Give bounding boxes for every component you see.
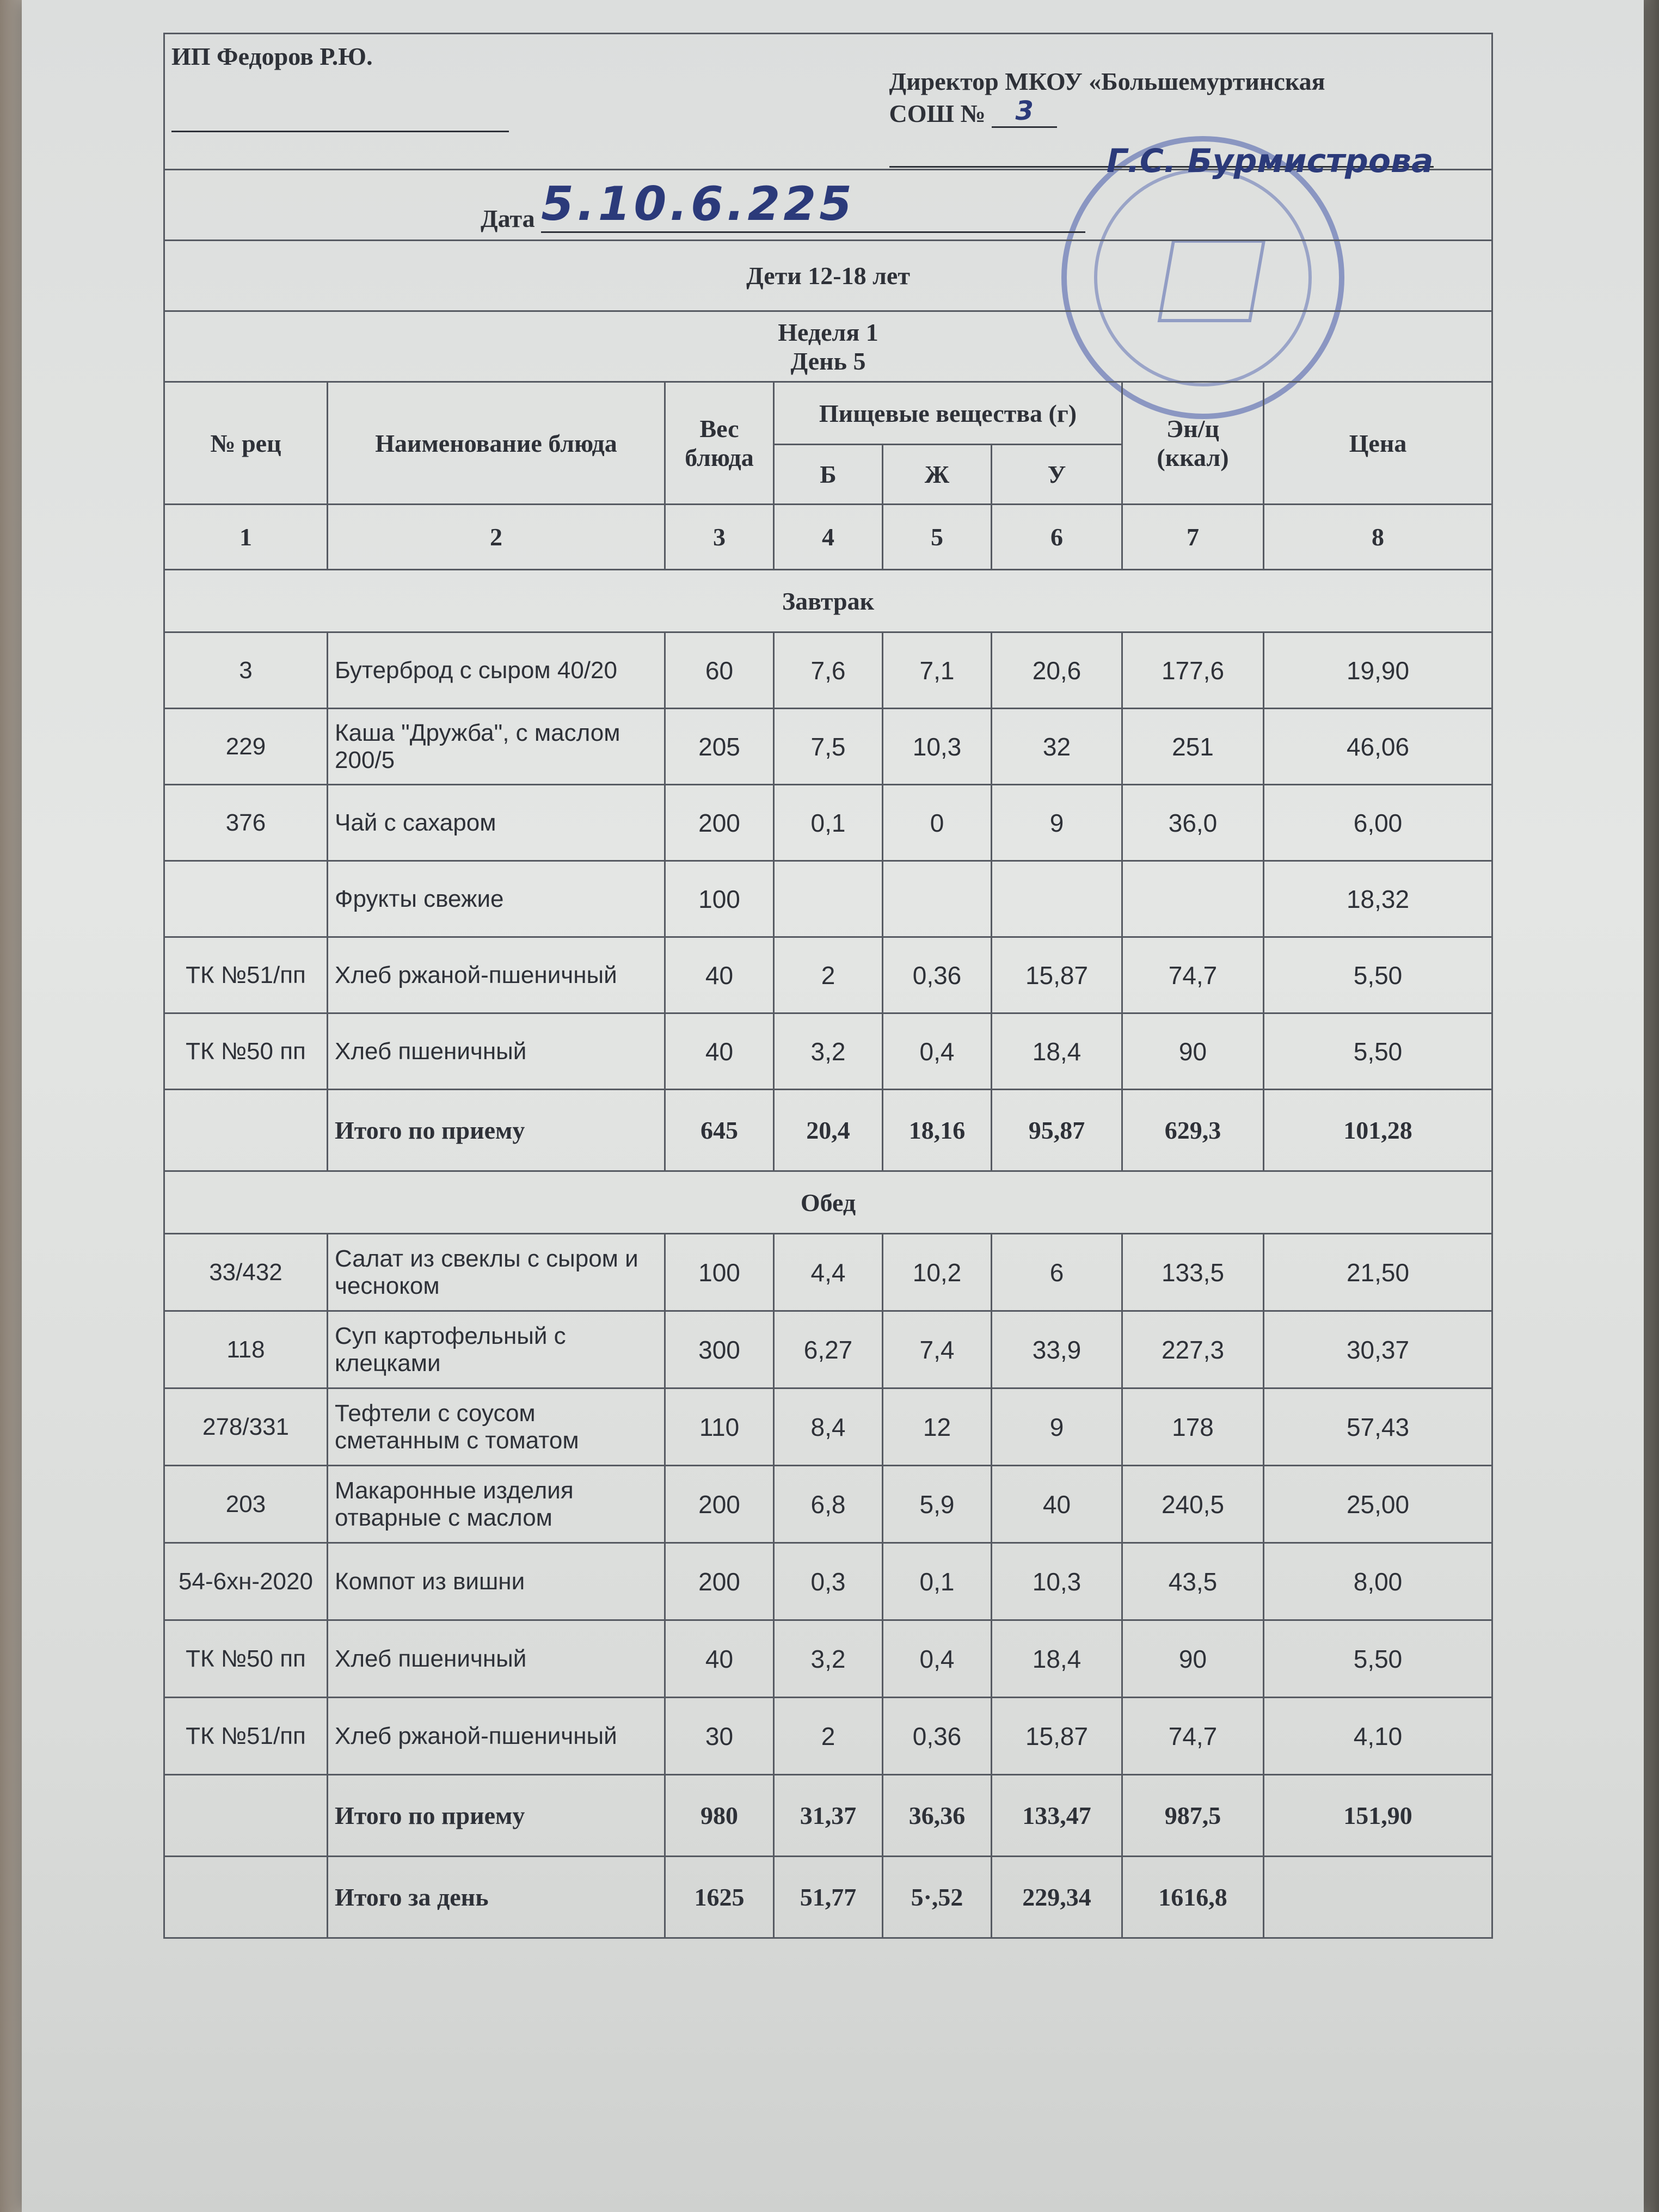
carbs-cell: 20,6 — [992, 632, 1122, 709]
recipe-number-cell — [164, 861, 328, 937]
day-total-price-cell — [1264, 1857, 1492, 1938]
carbs-cell: 32 — [992, 709, 1122, 785]
fat-cell: 0,36 — [883, 1698, 992, 1775]
total-price-cell: 151,90 — [1264, 1775, 1492, 1857]
director-title: Директор МКОУ «Большемуртинская — [889, 67, 1325, 95]
day-total-label: Итого за день — [328, 1857, 665, 1938]
price-cell: 18,32 — [1264, 861, 1492, 937]
weight-cell: 200 — [665, 1466, 774, 1543]
recipe-number-cell: ТК №50 пп — [164, 1620, 328, 1698]
week-day-row — [164, 311, 1492, 382]
table-row — [164, 1311, 1492, 1388]
total-fat-cell: 18,16 — [883, 1090, 992, 1171]
breakfast-title: Завтрак — [164, 570, 1492, 632]
col-number: 6 — [992, 505, 1122, 570]
date-label: Дата — [481, 205, 535, 232]
fat-cell: 7,1 — [883, 632, 992, 709]
total-label: Итого по приему — [328, 1090, 665, 1171]
right-signature-name: Г.С. Бурмистрова — [1106, 142, 1434, 180]
fat-cell: 0,4 — [883, 1013, 992, 1090]
weight-cell: 60 — [665, 632, 774, 709]
weight-cell: 200 — [665, 785, 774, 861]
col-fat: Ж — [883, 445, 992, 505]
table-row — [164, 1234, 1492, 1311]
col-dish: Наименование блюда — [328, 382, 665, 505]
price-cell: 25,00 — [1264, 1466, 1492, 1543]
dish-name-cell: Чай с сахаром — [328, 785, 665, 861]
price-cell: 6,00 — [1264, 785, 1492, 861]
table-row — [164, 709, 1492, 785]
dish-name-cell: Хлеб ржаной-пшеничный — [328, 937, 665, 1013]
col-energy: Эн/ц (ккал) — [1122, 382, 1264, 505]
total-weight-cell: 645 — [665, 1090, 774, 1171]
col-nutrients: Пищевые вещества (г) — [774, 382, 1122, 445]
carbs-cell: 40 — [992, 1466, 1122, 1543]
age-group: Дети 12-18 лет — [164, 241, 1492, 311]
price-cell: 5,50 — [1264, 1620, 1492, 1698]
total-kcal-cell: 987,5 — [1122, 1775, 1264, 1857]
col-number: 2 — [328, 505, 665, 570]
total-weight-cell: 980 — [665, 1775, 774, 1857]
total-kcal-cell: 629,3 — [1122, 1090, 1264, 1171]
dish-name-cell: Хлеб пшеничный — [328, 1620, 665, 1698]
table-row — [164, 785, 1492, 861]
kcal-cell: 90 — [1122, 1620, 1264, 1698]
protein-cell: 0,3 — [774, 1543, 883, 1620]
total-empty-cell — [164, 1857, 328, 1938]
dish-name-cell: Салат из свеклы с сыром и чесноком — [328, 1234, 665, 1311]
total-protein-cell: 20,4 — [774, 1090, 883, 1171]
kcal-cell: 74,7 — [1122, 937, 1264, 1013]
date-handwritten: 5.10.6.225 — [541, 177, 856, 231]
weight-cell: 110 — [665, 1388, 774, 1466]
weight-cell: 300 — [665, 1311, 774, 1388]
protein-cell: 7,6 — [774, 632, 883, 709]
table-row — [164, 1620, 1492, 1698]
table-row — [164, 937, 1492, 1013]
dish-name-cell: Бутерброд с сыром 40/20 — [328, 632, 665, 709]
weight-cell: 40 — [665, 1013, 774, 1090]
protein-cell: 3,2 — [774, 1013, 883, 1090]
lunch-title: Обед — [164, 1171, 1492, 1234]
weight-cell: 100 — [665, 1234, 774, 1311]
school-number-label: СОШ № — [889, 100, 986, 127]
fat-cell: 0,36 — [883, 937, 992, 1013]
col-price: Цена — [1264, 382, 1492, 505]
total-label: Итого по приему — [328, 1775, 665, 1857]
protein-cell: 6,27 — [774, 1311, 883, 1388]
price-cell: 19,90 — [1264, 632, 1492, 709]
age-group-row — [164, 241, 1492, 311]
table-row — [164, 861, 1492, 937]
total-empty-cell — [164, 1775, 328, 1857]
lunch-title-row — [164, 1171, 1492, 1234]
fat-cell: 0 — [883, 785, 992, 861]
carbs-cell: 9 — [992, 1388, 1122, 1466]
kcal-cell: 36,0 — [1122, 785, 1264, 861]
price-cell: 5,50 — [1264, 937, 1492, 1013]
table-row — [164, 1543, 1492, 1620]
col-number: 3 — [665, 505, 774, 570]
price-cell: 5,50 — [1264, 1013, 1492, 1090]
fat-cell: 12 — [883, 1388, 992, 1466]
kcal-cell: 240,5 — [1122, 1466, 1264, 1543]
day-total-carbs-cell: 229,34 — [992, 1857, 1122, 1938]
recipe-number-cell: ТК №51/пп — [164, 937, 328, 1013]
total-empty-cell — [164, 1090, 328, 1171]
weight-cell: 40 — [665, 1620, 774, 1698]
day-total-fat-cell: 5·,52 — [883, 1857, 992, 1938]
kcal-cell: 74,7 — [1122, 1698, 1264, 1775]
date-field — [541, 177, 1085, 233]
dish-name-cell: Макаронные изделия отварные с маслом — [328, 1466, 665, 1543]
recipe-number-cell: 376 — [164, 785, 328, 861]
col-weight: Вес блюда — [665, 382, 774, 505]
dish-name-cell: Хлеб пшеничный — [328, 1013, 665, 1090]
fat-cell: 0,1 — [883, 1543, 992, 1620]
menu-table-wrapper — [163, 33, 1491, 1939]
protein-cell: 8,4 — [774, 1388, 883, 1466]
price-cell: 46,06 — [1264, 709, 1492, 785]
table-row — [164, 1466, 1492, 1543]
fat-cell: 7,4 — [883, 1311, 992, 1388]
weight-cell: 205 — [665, 709, 774, 785]
recipe-number-cell: 54-6хн-2020 — [164, 1543, 328, 1620]
lunch-total-row — [164, 1775, 1492, 1857]
price-cell: 21,50 — [1264, 1234, 1492, 1311]
price-cell: 4,10 — [1264, 1698, 1492, 1775]
price-cell: 8,00 — [1264, 1543, 1492, 1620]
kcal-cell: 177,6 — [1122, 632, 1264, 709]
table-row — [164, 1698, 1492, 1775]
recipe-number-cell: 118 — [164, 1311, 328, 1388]
day-total-protein-cell: 51,77 — [774, 1857, 883, 1938]
protein-cell: 4,4 — [774, 1234, 883, 1311]
column-header-row-1 — [164, 382, 1492, 445]
right-signature-line — [889, 142, 1434, 180]
col-rec-no: № рец — [164, 382, 328, 505]
day-total-row — [164, 1857, 1492, 1938]
kcal-cell: 133,5 — [1122, 1234, 1264, 1311]
dish-name-cell: Компот из вишни — [328, 1543, 665, 1620]
total-carbs-cell: 95,87 — [992, 1090, 1122, 1171]
price-cell: 30,37 — [1264, 1311, 1492, 1388]
left-signature-line — [171, 125, 509, 132]
carbs-cell: 15,87 — [992, 1698, 1122, 1775]
kcal-cell: 43,5 — [1122, 1543, 1264, 1620]
table-row — [164, 1013, 1492, 1090]
col-carbs: У — [992, 445, 1122, 505]
fat-cell: 10,2 — [883, 1234, 992, 1311]
dish-name-cell: Тефтели с соусом сметанным с томатом — [328, 1388, 665, 1466]
protein-cell: 2 — [774, 1698, 883, 1775]
carbs-cell: 15,87 — [992, 937, 1122, 1013]
school-number-handwritten: 3 — [1015, 96, 1034, 126]
carbs-cell: 9 — [992, 785, 1122, 861]
left-organization: ИП Федоров Р.Ю. — [171, 42, 373, 70]
breakfast-title-row — [164, 570, 1492, 632]
carbs-cell: 33,9 — [992, 1311, 1122, 1388]
weight-cell: 100 — [665, 861, 774, 937]
kcal-cell: 178 — [1122, 1388, 1264, 1466]
recipe-number-cell: 278/331 — [164, 1388, 328, 1466]
table-row — [164, 1388, 1492, 1466]
col-number: 7 — [1122, 505, 1264, 570]
dish-name-cell: Фрукты свежие — [328, 861, 665, 937]
col-number: 8 — [1264, 505, 1492, 570]
protein-cell: 7,5 — [774, 709, 883, 785]
day-label: День 5 — [790, 347, 866, 375]
weight-cell: 40 — [665, 937, 774, 1013]
fat-cell: 0,4 — [883, 1620, 992, 1698]
kcal-cell: 227,3 — [1122, 1311, 1264, 1388]
carbs-cell: 18,4 — [992, 1013, 1122, 1090]
dish-name-cell: Суп картофельный с клецками — [328, 1311, 665, 1388]
column-numbers-row — [164, 505, 1492, 570]
carbs-cell: 6 — [992, 1234, 1122, 1311]
total-fat-cell: 36,36 — [883, 1775, 992, 1857]
kcal-cell — [1122, 861, 1264, 937]
total-protein-cell: 31,37 — [774, 1775, 883, 1857]
breakfast-total-row — [164, 1090, 1492, 1171]
day-total-weight-cell: 1625 — [665, 1857, 774, 1938]
kcal-cell: 90 — [1122, 1013, 1264, 1090]
menu-table — [163, 33, 1493, 1939]
price-cell: 57,43 — [1264, 1388, 1492, 1466]
col-number: 4 — [774, 505, 883, 570]
recipe-number-cell: 3 — [164, 632, 328, 709]
recipe-number-cell: 229 — [164, 709, 328, 785]
recipe-number-cell: ТК №51/пп — [164, 1698, 328, 1775]
fat-cell — [883, 861, 992, 937]
weight-cell: 200 — [665, 1543, 774, 1620]
recipe-number-cell: 33/432 — [164, 1234, 328, 1311]
protein-cell: 3,2 — [774, 1620, 883, 1698]
protein-cell: 0,1 — [774, 785, 883, 861]
protein-cell: 2 — [774, 937, 883, 1013]
dish-name-cell: Каша "Дружба", с маслом 200/5 — [328, 709, 665, 785]
protein-cell — [774, 861, 883, 937]
day-total-kcal-cell: 1616,8 — [1122, 1857, 1264, 1938]
week-label: Неделя 1 — [778, 318, 878, 346]
recipe-number-cell: ТК №50 пп — [164, 1013, 328, 1090]
kcal-cell: 251 — [1122, 709, 1264, 785]
col-number: 5 — [883, 505, 992, 570]
date-row — [164, 170, 1492, 241]
protein-cell: 6,8 — [774, 1466, 883, 1543]
total-price-cell: 101,28 — [1264, 1090, 1492, 1171]
carbs-cell — [992, 861, 1122, 937]
recipe-number-cell: 203 — [164, 1466, 328, 1543]
col-number: 1 — [164, 505, 328, 570]
header-signatures-row — [164, 34, 1492, 170]
carbs-cell: 10,3 — [992, 1543, 1122, 1620]
total-carbs-cell: 133,47 — [992, 1775, 1122, 1857]
col-protein: Б — [774, 445, 883, 505]
table-row — [164, 632, 1492, 709]
fat-cell: 5,9 — [883, 1466, 992, 1543]
dish-name-cell: Хлеб ржаной-пшеничный — [328, 1698, 665, 1775]
fat-cell: 10,3 — [883, 709, 992, 785]
carbs-cell: 18,4 — [992, 1620, 1122, 1698]
weight-cell: 30 — [665, 1698, 774, 1775]
